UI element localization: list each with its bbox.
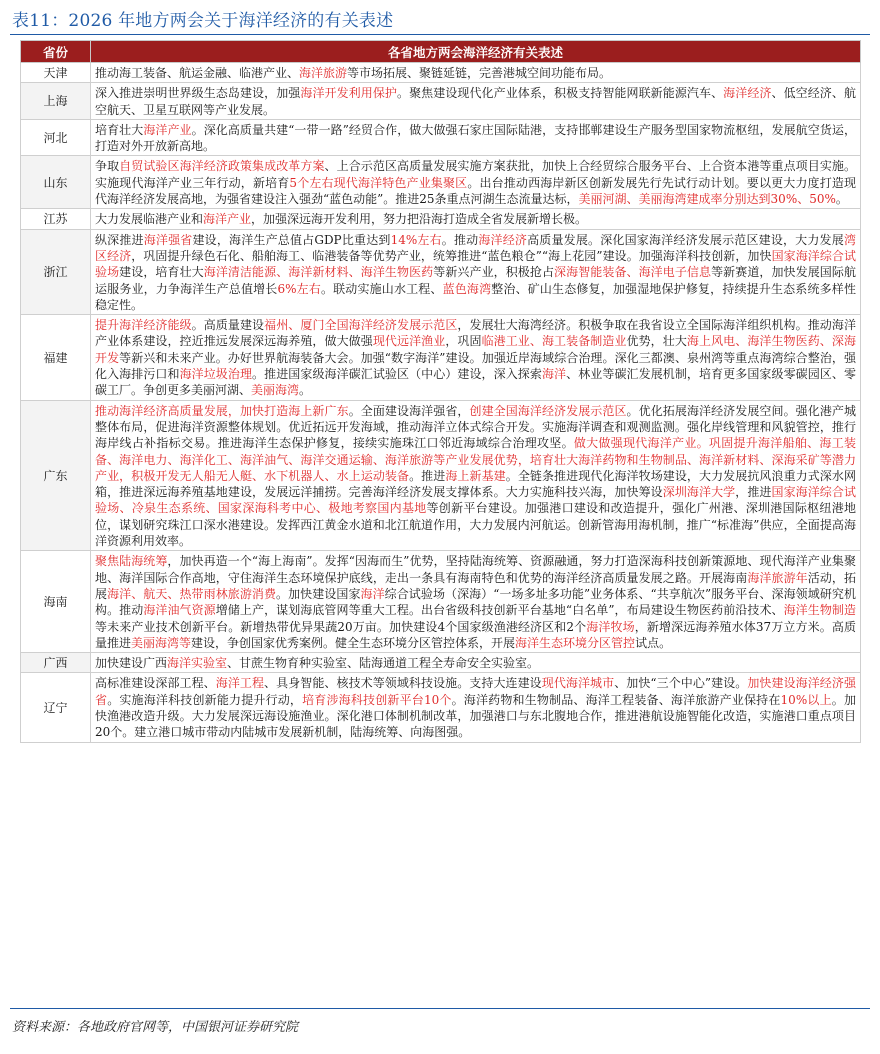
statement-text: ，新增深远海养殖水体37万立方米。高质量推进 — [95, 619, 856, 650]
table-row — [21, 315, 861, 400]
highlight-text: 14%左右 — [390, 232, 442, 247]
table-row — [21, 673, 861, 742]
highlight-text: 美丽海湾 — [251, 383, 300, 398]
province-cell: 天津 — [21, 63, 91, 83]
statement-cell — [91, 315, 861, 400]
statement-cell — [91, 551, 861, 653]
statement-text: ，推进 — [735, 485, 772, 500]
highlight-text: 推动海洋经济高质量发展，加快打造海上新广东 — [95, 403, 349, 418]
table-row — [21, 119, 861, 156]
highlight-text: 临港工业、海工装备制造业 — [481, 334, 627, 349]
statement-text: 、甘蔗生物育种实验室、陆海通道工程全寿命安全实验室。 — [227, 656, 540, 671]
statement-text: 优势，壮大 — [626, 334, 687, 349]
statement-text: 综合试验场（深海）“一场多址多功能”业务体系、“共享航次”服务平台、深海领域研究机构。推动 — [95, 586, 856, 618]
highlight-text: 现代海洋城市 — [541, 676, 615, 691]
statement-text: 大力发展临港产业和 — [95, 212, 204, 227]
province-cell: 福建 — [21, 315, 91, 400]
highlight-text: 海洋经济 — [723, 86, 772, 101]
highlight-text: 海洋产业 — [203, 212, 252, 227]
statement-text: 增储上产，谋划海底管网等重大工程。出台省级科技创新平台基地“白名单”，布局建设生物医药前沿技术、 — [215, 603, 784, 618]
highlight-text: 海洋工程 — [215, 676, 265, 691]
province-cell: 广西 — [21, 653, 91, 673]
highlight-text: 海洋牧场 — [586, 619, 635, 634]
statement-text: 。加快渔港改造升级。大力发展深远海设施渔业。深化港口体制机制改革，加强港口与东北腹地合作，推进港航设施智能化改造，实施港口重点项目20个。建立港口城市带动内陆城市发展新机制，陆海统筹、向海图强。 — [95, 692, 856, 740]
table-row — [21, 653, 861, 673]
statement-text: 。 — [835, 192, 848, 207]
highlight-text: 福州、厦门全国海洋经济发展示范区 — [264, 318, 458, 333]
provinces-table — [20, 40, 861, 743]
statement-text: 争取 — [95, 159, 120, 174]
province-cell: 浙江 — [21, 229, 91, 314]
province-cell: 河北 — [21, 119, 91, 156]
statement-text: ，巩固提升绿色石化、船舶海工、临港装备等优势产业，统筹推进“蓝色粮仓”“海上花园”建设。加强海洋科技创新，加快 — [131, 248, 772, 263]
statement-text: 、加快“三个中心”建设。 — [614, 676, 748, 691]
highlight-text: 深圳海洋大学 — [662, 485, 736, 500]
highlight-text: 提升海洋经济能级 — [95, 318, 192, 333]
statement-cell — [91, 229, 861, 314]
statement-text: 。全面建设海洋强省， — [348, 403, 470, 418]
statement-text: 。聚焦建设现代化产业体系，积极支持智能网联新能源汽车、 — [397, 86, 724, 101]
statement-text: 高质量发展。深化国家海洋经济发展示范区建设，大力发展 — [527, 232, 844, 247]
highlight-text: 海洋清洁能源、海洋新材料、海洋生物医药 — [203, 265, 434, 280]
highlight-text: 海洋生态环境分区管控 — [515, 635, 636, 650]
statement-text: 整治、矿山生态修复，加强湿地保护修复，持续提升生态系统多样性稳定性。 — [95, 281, 856, 312]
statement-text: 。海洋药物和生物制品、海洋工程装备、海洋旅游产业保持在 — [451, 692, 781, 707]
statement-text: ，加强深远海开发利用，努力把沿海打造成全省发展新增长极。 — [251, 212, 588, 227]
highlight-text: 5个左右现代海洋特色产业集聚区 — [289, 175, 468, 190]
statement-text: 。优化拓展海洋经济发展空间。强化港产城整体布局，促进海洋资源整体规划。优近拓远开发海域，推动海洋立体式综合开发。实施海洋调查和观测监测。强化岸线管理和风貌管控，推行海岸线占补指标交易。推进海洋生态保护修复，接续实施珠江口邻近海域综合治理攻坚。 — [95, 403, 856, 451]
highlight-text: 聚焦陆海统筹 — [95, 554, 168, 569]
highlight-text: 海洋、航天、热带雨林旅游消费 — [107, 586, 277, 601]
statement-text: ，巩固 — [445, 334, 482, 349]
bottom-rule — [10, 1008, 870, 1009]
highlight-text: 创建全国海洋经济发展示范区 — [469, 403, 627, 418]
table-row — [21, 551, 861, 653]
highlight-text: 海洋产业 — [143, 122, 192, 137]
highlight-text: 国家海洋综合试验场、冷泉生态系统、国家深海科考中心、极地考察国内基地 — [95, 485, 856, 516]
highlight-text: 培育涉海科技创新平台10个 — [302, 692, 452, 707]
statement-text: 、林业等碳汇发展机制，培育更多国家级零碳园区、零碳工厂。争创更多美丽河湖、 — [95, 367, 856, 398]
statement-text: 等未来产业技术创新平台。新增热带优异果蔬20万亩。加快建设4个国家级渔港经济区和2个 — [95, 619, 587, 634]
statement-text: 推动海工装备、航运金融、临港产业、 — [95, 66, 300, 80]
province-cell: 山东 — [21, 156, 91, 209]
statement-text: 。高质量建设 — [191, 318, 265, 333]
highlight-text: 海洋油气资源 — [143, 603, 216, 618]
statement-text: ，发展壮大海湾经济。积极争取在我省设立全国际海洋组织机构。推动海洋产业体系建设，控近推远发展深远海养殖，做大做强 — [95, 318, 856, 349]
table-header-row — [21, 41, 861, 63]
statement-text: 建设，争创国家优秀案例。健全生态环境分区管控体系，开展 — [191, 635, 516, 650]
highlight-text: 6%左右 — [277, 281, 321, 296]
highlight-text: 海洋 — [541, 367, 567, 382]
statement-cell — [91, 83, 861, 120]
title-rule — [10, 34, 870, 35]
highlight-text: 自贸试验区海洋经济政策集成改革方案 — [119, 159, 325, 174]
statement-text: 。推进国家级海洋碳汇试验区（中心）建设，深入探索 — [252, 367, 542, 382]
highlight-text: 海洋垃圾治理 — [179, 367, 253, 382]
statement-text: 等新兴产业，积极抢占 — [433, 265, 555, 280]
province-cell: 广东 — [21, 400, 91, 551]
province-cell: 辽宁 — [21, 673, 91, 742]
statement-cell — [91, 209, 861, 229]
highlight-text: 10%以上 — [780, 692, 832, 707]
header-statement: 各省地方两会海洋经济有关表述 — [91, 41, 861, 63]
highlight-text: 国家海洋综合试验场 — [95, 248, 856, 280]
statement-text: 试点。 — [635, 635, 672, 650]
statement-text: 。加快建设国家 — [276, 586, 361, 601]
statement-cell — [91, 156, 861, 209]
table-row — [21, 83, 861, 120]
highlight-text: 海洋 — [360, 586, 385, 601]
highlight-text: 海洋实验室 — [167, 656, 228, 671]
statement-text: 、低空经济、航空航天、卫星互联网等产业发展。 — [95, 86, 856, 117]
statement-cell — [91, 673, 861, 742]
highlight-text: 海洋旅游 — [299, 66, 348, 80]
highlight-text: 海洋生物制造 — [783, 603, 856, 618]
statement-text: 。 — [299, 383, 312, 398]
statement-text: 等市场拓展、聚链延链，完善港城空间功能布局。 — [347, 66, 612, 80]
statement-text: ，加快再造一个“海上海南”。发挥“因海而生”优势，坚持陆海统筹、资源融通，努力打造深海科技创新策源地、现代海洋产业集聚地、海洋国际合作高地，守住海洋生态环境保护底线，走出一条具有海南特色和优势的海洋经济高质量发展之路。开展海南 — [95, 554, 856, 585]
province-cell: 海南 — [21, 551, 91, 653]
statement-text: 培育壮大 — [95, 122, 144, 137]
province-cell: 江苏 — [21, 209, 91, 229]
statement-text: 建设，培育壮大 — [119, 265, 204, 280]
statement-text: 等新兴和未来产业。办好世界航海装备大会。加强“数字海洋”建设。加强近岸海域综合治理。深化三都澳、泉州湾等重点海湾综合整治，强化入海排污口和 — [95, 350, 856, 382]
statement-cell — [91, 653, 861, 673]
highlight-text: 深海智能装备、海洋电子信息 — [554, 265, 712, 280]
statement-cell — [91, 119, 861, 156]
highlight-text: 加快建设海洋经济强省 — [95, 676, 856, 707]
highlight-text: 湾区经济 — [95, 232, 856, 263]
table-row — [21, 400, 861, 551]
source-note: 资料来源：各地政府官网等，中国银河证券研究院 — [12, 1020, 299, 1035]
highlight-text: 现代远洋渔业 — [372, 334, 446, 349]
highlight-text: 美丽海湾等 — [131, 635, 192, 650]
table-body — [21, 63, 861, 743]
highlight-text: 海洋强省 — [143, 232, 193, 247]
header-province: 省份 — [21, 41, 91, 63]
statement-text: 。深化高质量共建“一带一路”经贸合作，做大做强石家庄国际陆港，支持邯郸建设生产服务型国家物流枢纽，发展航空货运，打造对外开放新高地。 — [95, 122, 856, 154]
highlight-text: 海洋旅游年 — [747, 570, 808, 585]
table-row — [21, 229, 861, 314]
highlight-text: 海洋开发利用保护 — [300, 86, 397, 101]
statement-text: 建设，海洋生产总值占GDP比重达到 — [192, 232, 391, 247]
statement-text: 等创新平台建设。加强港口建设和改造提升，强化广州港、深圳港国际枢纽港地位，谋划研究珠江口深水港建设。发挥西江黄金水道和北江航道作用，大力发展内河航运。创新管海用海机制，推广“标准海”供应，全面提高海洋资源利用效率。 — [95, 501, 856, 549]
statement-text: 纵深推进 — [95, 232, 144, 247]
highlight-text: 美丽河湖、美丽海湾建成率分别达到30%、50% — [578, 192, 836, 207]
statement-text: 、上合示范区高质量发展实施方案获批，加快上合经贸综合服务平台、上合资本港等重点项目实施。实施现代海洋产业三年行动，新培育 — [95, 159, 856, 190]
statement-cell — [91, 400, 861, 551]
highlight-text: 做大做强现代海洋产业。巩固提升海洋船舶、海工装备、海洋电力、海洋化工、海洋油气、海洋交通运输、海洋旅游等产业发展优势，培育壮大海洋药物和生物制品、海洋新材料、深海采矿等潜力产业，积极开发无人船无人艇、水下机器人、水上运动装备 — [95, 436, 856, 483]
statement-text: 。出台推动西海岸新区创新发展先行先试行动计划。要以更大力度打造现代海洋经济发展高地，为强省建设注入强劲“蓝色动能”。推进25条重点河湖生态流量达标， — [95, 175, 856, 207]
table-row — [21, 63, 861, 83]
statement-text: 。推进 — [409, 468, 446, 483]
highlight-text: 蓝色海湾 — [442, 281, 492, 296]
highlight-text: 海上新基建 — [445, 468, 506, 483]
table-row — [21, 156, 861, 209]
statement-text: 。实施海洋科技创新能力提升行动， — [107, 692, 303, 707]
statement-text: 加快建设广西 — [95, 656, 168, 671]
statement-text: 、具身智能、核技术等领域科技设施。支持大连建设 — [264, 676, 542, 691]
table-row — [21, 209, 861, 229]
table-title: 表11：2026 年地方两会关于海洋经济的有关表述 — [12, 11, 394, 31]
statement-cell — [91, 63, 861, 83]
statement-text: 。推动 — [441, 232, 479, 247]
highlight-text: 海洋经济 — [478, 232, 528, 247]
statement-text: 活动，拓展 — [95, 570, 856, 601]
statement-text: 等新赛道，加快发展国际航运服务业，力争海洋生产总值增长 — [95, 265, 856, 296]
statement-text: 。联动实施山水工程、 — [320, 281, 443, 296]
province-cell: 上海 — [21, 83, 91, 120]
highlight-text: 海上风电、海洋生物医药、深海开发 — [95, 334, 856, 365]
statement-text: 高标准建设深部工程、 — [95, 676, 216, 691]
statement-text: 。全链条推进现代化海洋牧场建设，大力发展抗风浪重力式深水网箱，推进深远海养殖基地建设，发展远洋捕捞。完善海洋经济发展支撑体系。大力实施科技兴海，加快筹设 — [95, 468, 856, 500]
statement-text: 深入推进崇明世界级生态岛建设，加强 — [95, 86, 301, 101]
